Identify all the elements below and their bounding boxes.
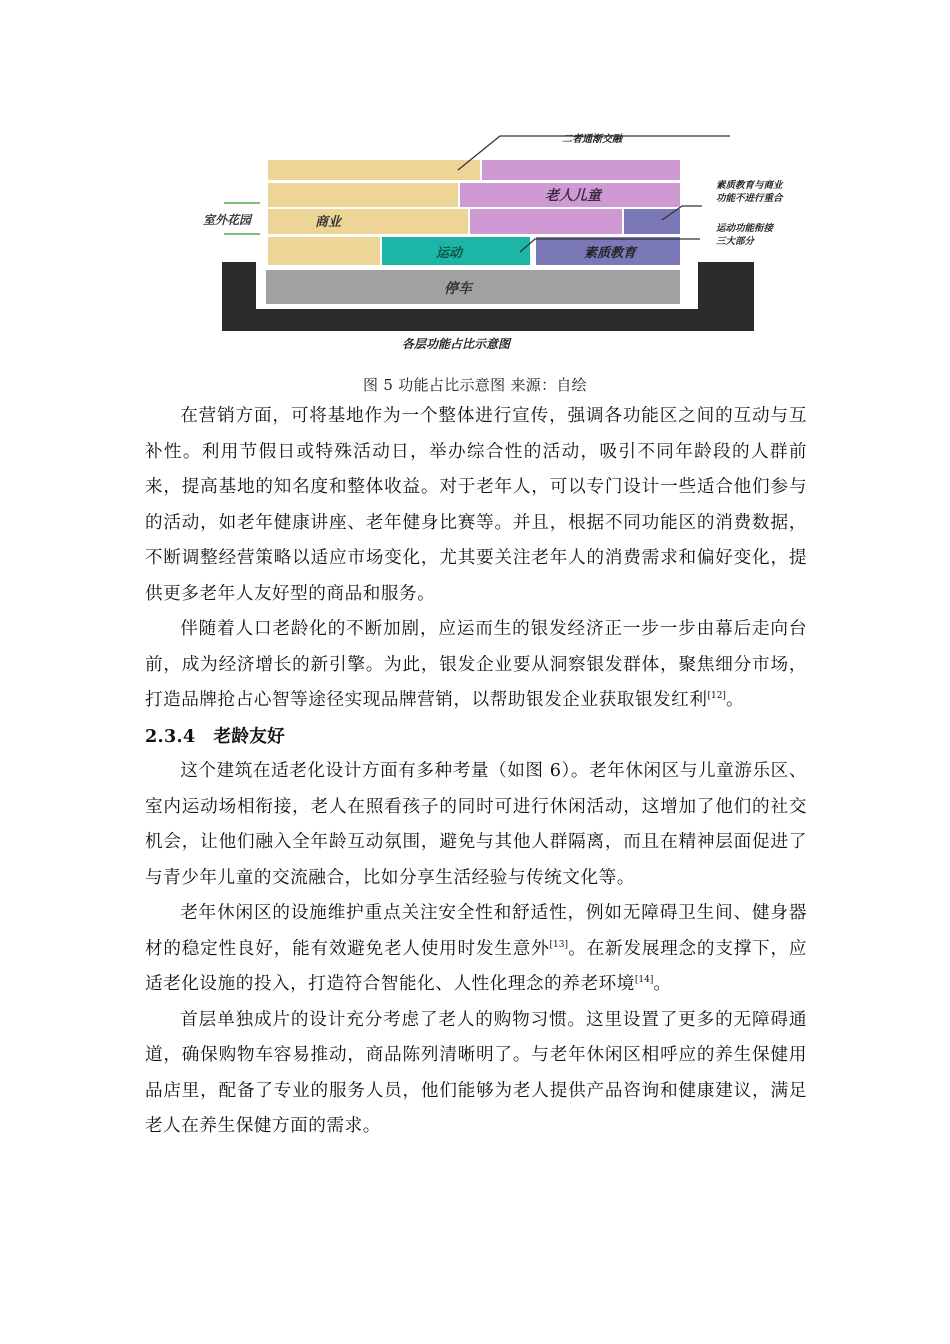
exchange-label: 二者通渐交融 [562, 134, 622, 145]
citation-12: [12] [707, 691, 726, 702]
garden-label: 室外花园 [203, 213, 252, 227]
sports-label: 运动 [436, 246, 463, 261]
commerce-row4 [268, 237, 380, 265]
commerce-label: 商业 [315, 215, 342, 230]
paragraph-marketing: 在营销方面，可将基地作为一个整体进行宣传，强调各功能区之间的互动与互补性。利用节假日或特殊活动日，举办综合性的活动，吸引不同年龄段的人群前来，提高基地的知名度和整体收益。对于老年人，可以专门设计一些适合他们参与的活动，如老年健康讲座、老年健身比赛等。并且，根据不同功能区的消费数据，不断调整经营策略以适应市场变化，尤其要关注老年人的消费需求和偏好变化，提供更多老年人友好型的商品和服务。 [145, 406, 807, 604]
section-heading [145, 719, 807, 755]
commerce-row3 [268, 209, 468, 234]
elderly-children-label: 老人儿童 [545, 188, 601, 204]
citation-13: [13] [549, 939, 568, 950]
floor-function-diagram [190, 112, 790, 357]
note2-line1: 运动功能衔接 [716, 223, 774, 234]
elderly-children-row1 [482, 160, 680, 180]
section-title: 老龄友好 [213, 725, 286, 747]
note1-line2: 功能不进行重合 [716, 193, 783, 204]
note2-line2: 三大部分 [716, 236, 755, 247]
elderly-children-row3 [470, 209, 622, 234]
paragraph-facilities: 老年休闲区的设施维护重点关注安全性和舒适性，例如无障碍卫生间、健身器材的稳定性良好，能有效避免老人使用时发生意外[13]。在新发展理念的支撑下，应适老化设施的投入，打造符合智能化、人性化理念的养老环境[14]。 [145, 903, 808, 994]
figure-title: 各层功能占比示意图 [402, 337, 511, 351]
commerce-row2 [268, 183, 458, 207]
note1-line1: 素质教育与商业 [716, 180, 783, 191]
body-text [145, 399, 807, 1145]
function-ratio-figure [190, 112, 790, 357]
paragraph-shopping: 首层单独成片的设计充分考虑了老人的购物习惯。这里设置了更多的无障碍通道，确保购物车容易推动，商品陈列清晰明了。与老年休闲区相呼应的养生保健用品店里，配备了专业的服务人员，他们能够为老人提供产品咨询和健康建议，满足老人在养生保健方面的需求。 [145, 1009, 807, 1136]
figure-caption: 图 5 功能占比示意图 来源：自绘 [363, 376, 587, 394]
citation-14: [14] [634, 975, 654, 986]
commerce-row1 [268, 160, 480, 180]
quality-edu-label: 素质教育 [584, 246, 637, 261]
parking-label: 停车 [444, 281, 472, 297]
paragraph-design: 这个建筑在适老化设计方面有多种考量（如图 6）。老年休闲区与儿童游乐区、室内运动场相衔接，老人在照看孩子的同时可进行休闲活动，这增加了他们的社交机会，让他们融入全年龄互动氛围，避免与其他人群隔离，而且在精神层面促进了与青少年儿童的交流融合，比如分享生活经验与传统文化等。 [145, 761, 807, 888]
section-number: 2.3.4 [145, 725, 196, 747]
paragraph-silver-economy: 伴随着人口老龄化的不断加剧，应运而生的银发经济正一步一步由幕后走向台前，成为经济增长的新引擎。为此，银发企业要从洞察银发群体，聚焦细分市场，打造品牌抢占心智等途径实现品牌营销，以帮助银发企业获取银发红利[12]。 [145, 619, 807, 710]
parking-block [266, 270, 680, 304]
